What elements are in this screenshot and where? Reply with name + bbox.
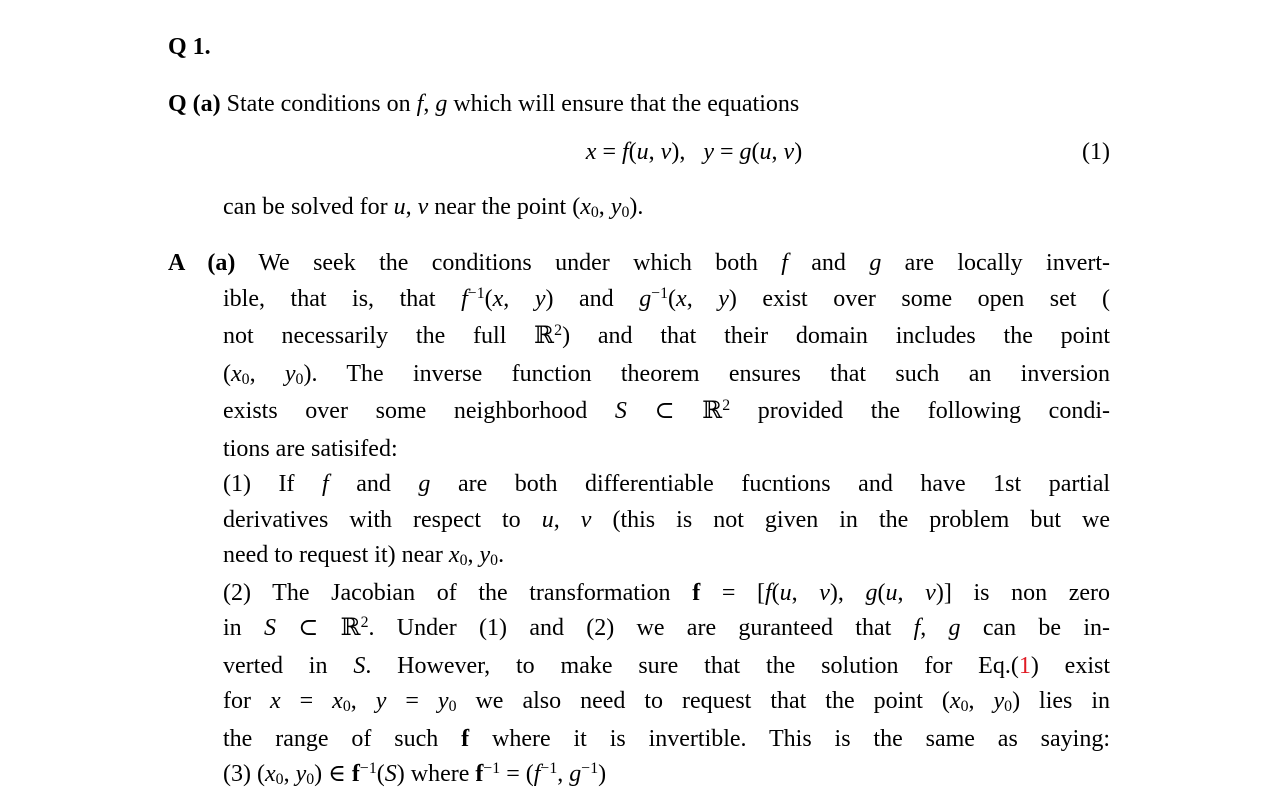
- answer-line: in S ⊂ ℝ$^2$. Under (1) and (2) we are guranteed that f, g can be in-: [223, 614, 1111, 641]
- answer-line: need to request it) near x0, y0.: [223, 542, 505, 570]
- question-a-intro-line: Q (a) State conditions on f, g which will ensure that the equations: [168, 90, 800, 117]
- question-a-outro-line: can be solved for u, v near the point (x0, y0).: [223, 193, 644, 221]
- answer-line: (2) The Jacobian of the transformation f = [f(u, v), g(u, v)] is non zero: [223, 579, 1110, 606]
- answer-line: not necessarily the full ℝ$^2$) and that their domain includes the point: [223, 322, 1110, 349]
- answer-line: verted in S. However, to make sure that the solution for Eq.(1) exist: [223, 652, 1110, 679]
- answer-line: ible, that is, that $f^{-1}(x$, y) and $g^{-1}(x$, y) exist over some open set (: [223, 284, 1110, 312]
- answer-line: exists over some neighborhood S ⊂ ℝ$^2$ provided the following condi-: [223, 397, 1110, 424]
- answer-line: A (a) We seek the conditions under which both f and g are locally invert-: [168, 250, 1111, 276]
- answer-line: tions are satisifed:: [223, 435, 398, 462]
- document-page: [168, 30, 1110, 795]
- display-equation: x = f(u, v), y = g(u, v): [585, 139, 803, 165]
- answer-line: derivatives with respect to u, v (this is not given in the problem but we: [223, 506, 1110, 533]
- question-a-block: [168, 87, 1110, 228]
- question-1-heading: Q 1.: [168, 34, 211, 60]
- answer-a-paragraph: [168, 246, 1110, 795]
- equation-number: (1): [1082, 139, 1110, 165]
- answer-line: (x0, y0). The inverse function theorem ensures that such an inversion: [223, 360, 1110, 388]
- answer-line: for x = x0, y = y0 we also need to request that the point (x0, y0) lies in: [223, 688, 1111, 716]
- answer-line: (1) If f and g are both differentiable fucntions and have 1st partial: [223, 471, 1111, 497]
- display-equation-row: [223, 135, 1110, 171]
- answer-line: the range of such f where it is invertible. This is the same as saying:: [223, 725, 1110, 752]
- answer-line: (3) (x0, y0) ∈ $f^{-1}(S)$ where $f^{-1} = (f^{-1}$, $g^{-1}$): [223, 760, 607, 789]
